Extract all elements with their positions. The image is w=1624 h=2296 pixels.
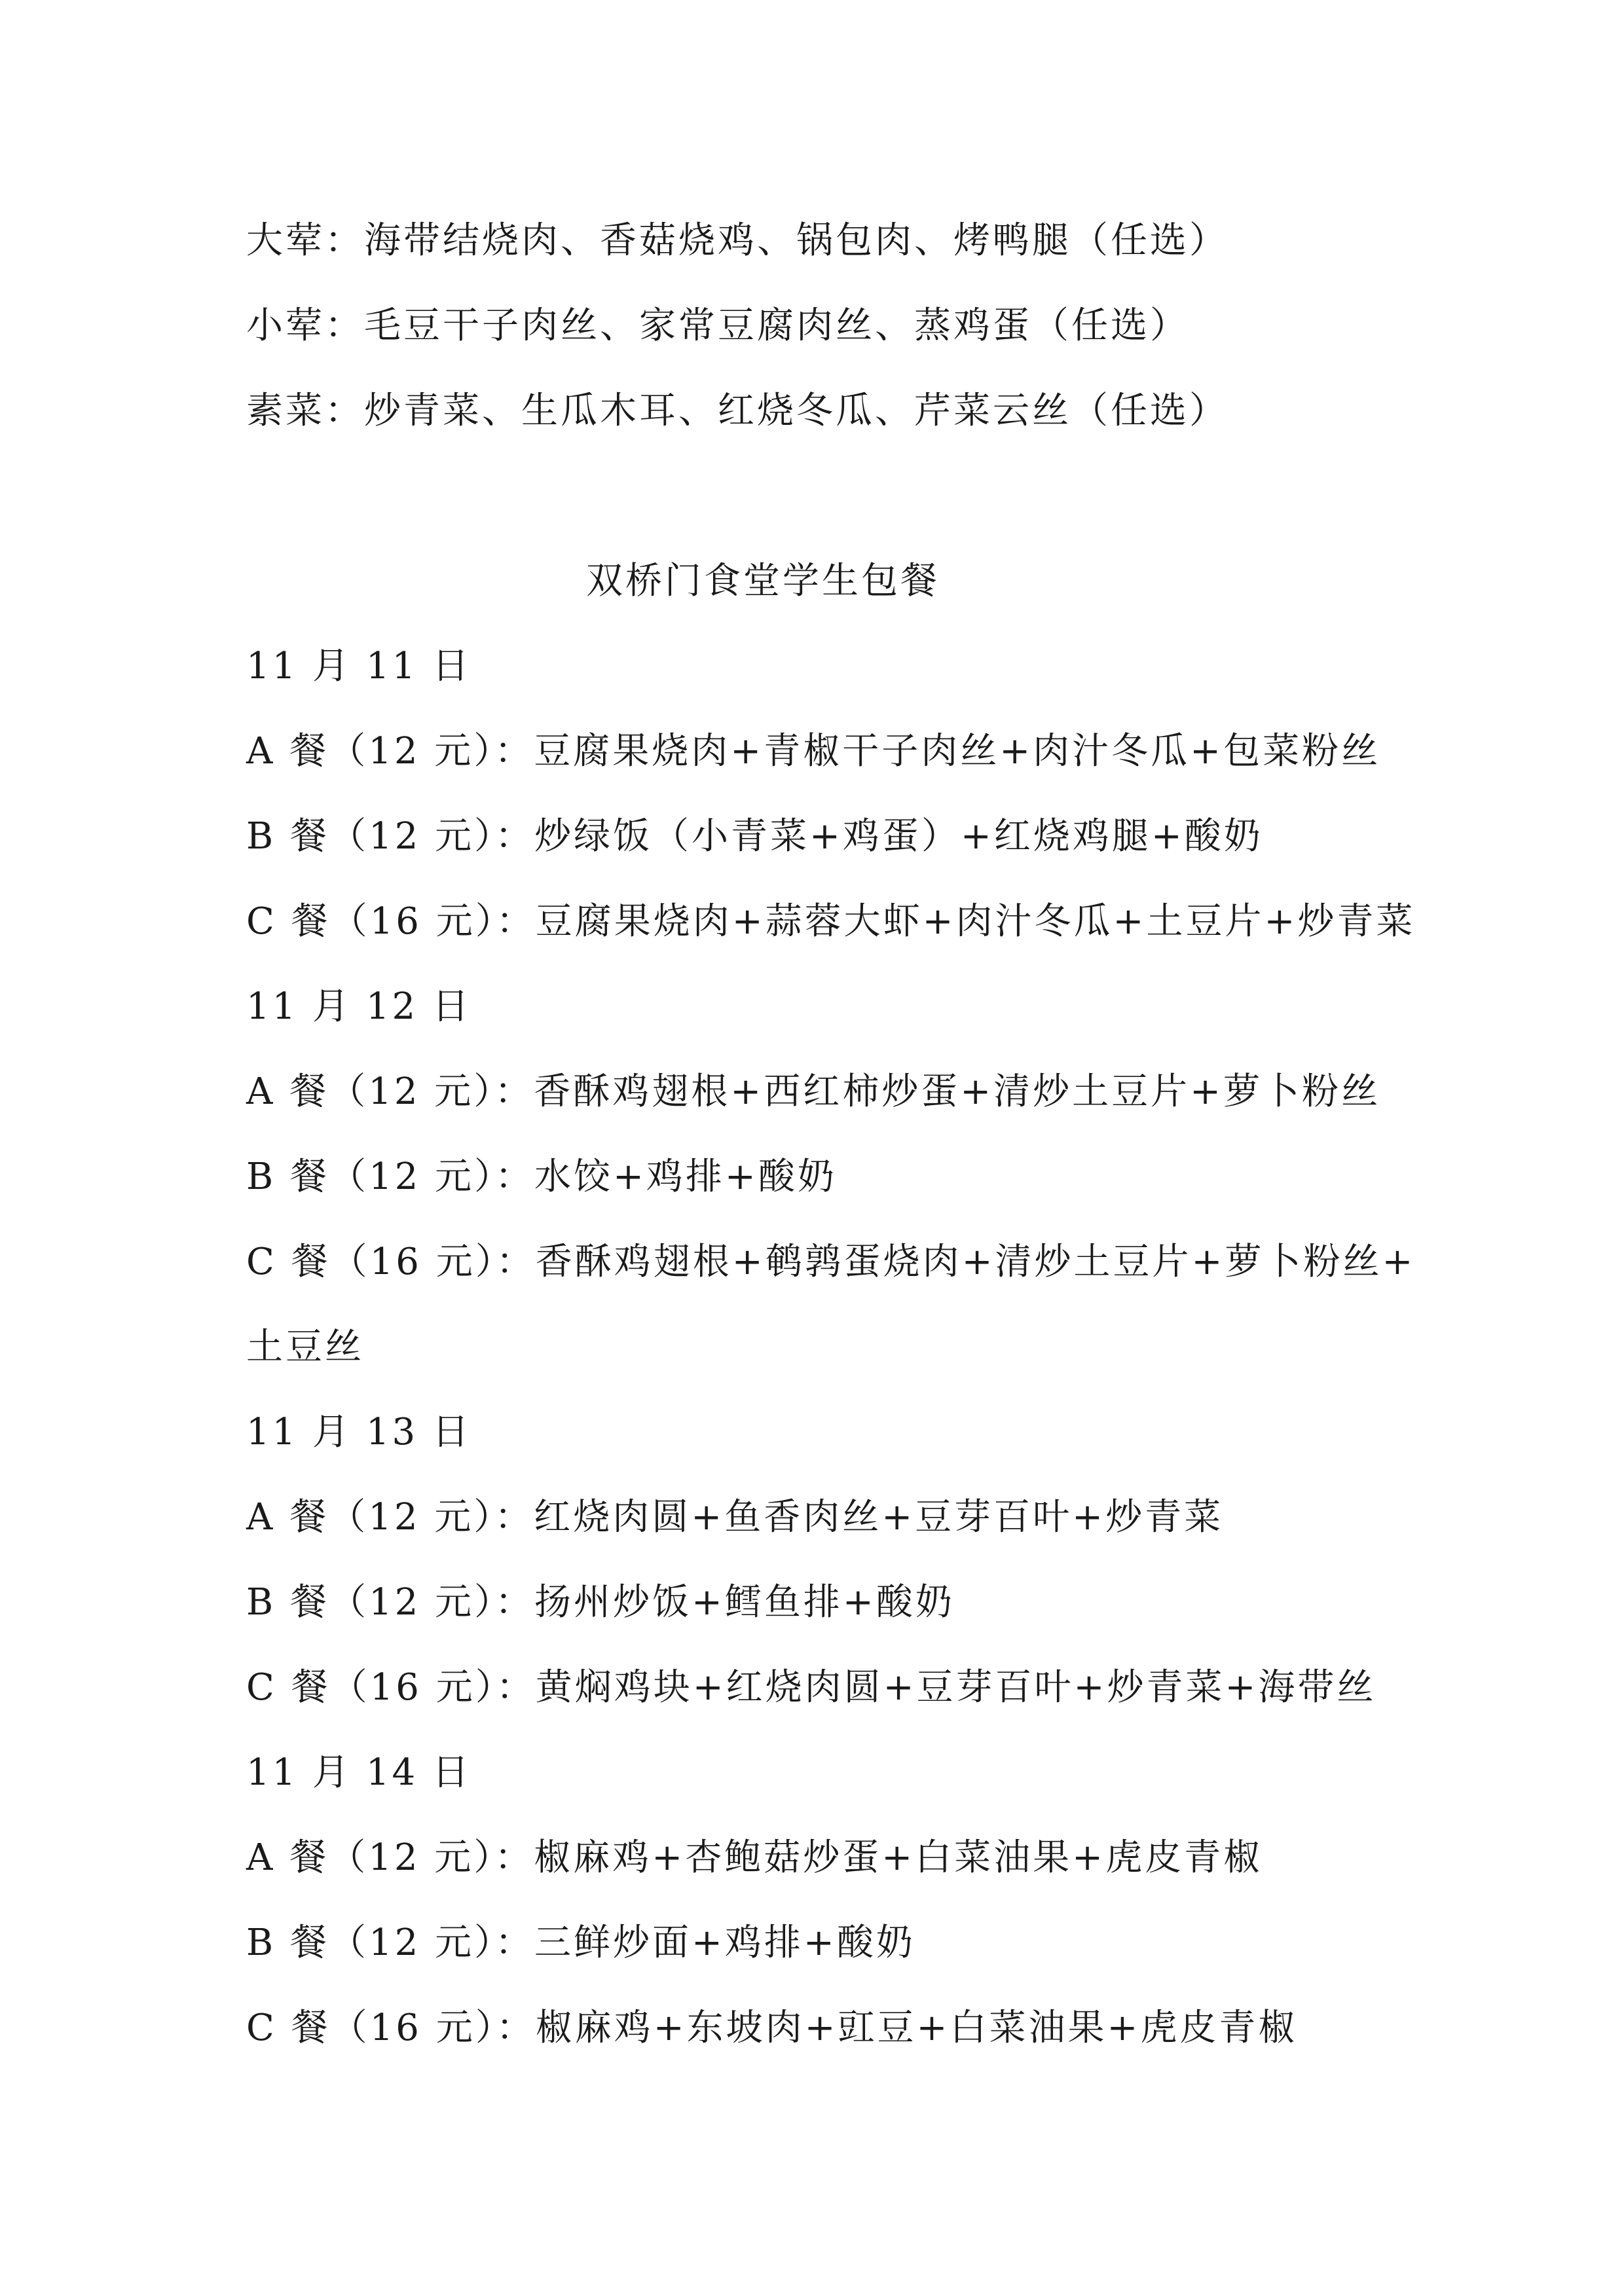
meal-c: C 餐（16 元）：椒麻鸡+东坡肉+豇豆+白菜油果+虎皮青椒 <box>246 2007 1298 2049</box>
meal-b: B 餐（12 元）：炒绿饭（小青菜+鸡蛋）+红烧鸡腿+酸奶 <box>246 815 1263 858</box>
category-sucai: 素菜：炒青菜、生瓜木耳、红烧冬瓜、芹菜云丝（任选） <box>246 390 1228 432</box>
meal-a: A 餐（12 元）：香酥鸡翅根+西红柿炒蛋+清炒土豆片+萝卜粉丝 <box>246 1070 1381 1113</box>
category-dahun: 大荤：海带结烧肉、香菇烧鸡、锅包肉、烤鸭腿（任选） <box>246 219 1228 262</box>
meal-b: B 餐（12 元）：水饺+鸡排+酸奶 <box>246 1156 837 1198</box>
category-xiaohun: 小荤：毛豆干子肉丝、家常豆腐肉丝、蒸鸡蛋（任选） <box>246 304 1189 347</box>
date-heading: 11 月 14 日 <box>246 1751 471 1794</box>
meal-a: A 餐（12 元）：椒麻鸡+杏鲍菇炒蛋+白菜油果+虎皮青椒 <box>246 1836 1263 1879</box>
meal-c: C 餐（16 元）：香酥鸡翅根+鹌鹑蛋烧肉+清炒土豆片+萝卜粉丝+ <box>246 1241 1416 1283</box>
date-heading: 11 月 13 日 <box>246 1411 471 1453</box>
date-heading: 11 月 12 日 <box>246 985 471 1028</box>
meal-c: C 餐（16 元）：豆腐果烧肉+蒜蓉大虾+肉汁冬瓜+土豆片+炒青菜 <box>246 900 1416 943</box>
date-heading: 11 月 11 日 <box>246 645 471 687</box>
meal-b: B 餐（12 元）：扬州炒饭+鳕鱼排+酸奶 <box>246 1581 955 1624</box>
page-title: 双桥门食堂学生包餐 <box>586 560 940 602</box>
meal-a: A 餐（12 元）：红烧肉圆+鱼香肉丝+豆芽百叶+炒青菜 <box>246 1496 1224 1539</box>
meal-c-continued: 土豆丝 <box>246 1326 364 1368</box>
meal-c: C 餐（16 元）：黄焖鸡块+红烧肉圆+豆芽百叶+炒青菜+海带丝 <box>246 1666 1376 1709</box>
meal-a: A 餐（12 元）：豆腐果烧肉+青椒干子肉丝+肉汁冬瓜+包菜粉丝 <box>246 730 1381 773</box>
meal-b: B 餐（12 元）：三鲜炒面+鸡排+酸奶 <box>246 1922 915 1964</box>
